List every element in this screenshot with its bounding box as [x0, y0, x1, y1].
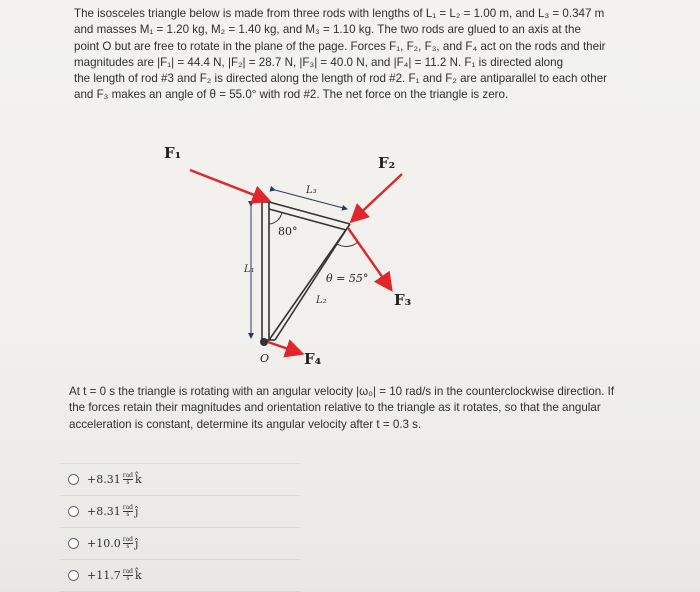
option-unit: $\frac{\text{rad}}{s}$	[122, 472, 134, 486]
question-line: At t = 0 s the triangle is rotating with an angular velocity |ω₀| = 10 rad/s in the counterclockwise direction. If	[69, 385, 615, 398]
option-direction: k̂	[135, 569, 142, 582]
problem-line: point O but are free to rotate in the plane of the page. Forces F₁, F₂, F₃, and F₄ act on the rods and their	[74, 39, 606, 53]
label-origin: O	[260, 352, 270, 365]
force-f1-arrow	[190, 170, 267, 200]
option-value: +8.31	[87, 505, 121, 518]
answer-option-3[interactable]	[60, 527, 300, 559]
label-f3: F₃	[394, 291, 412, 309]
label-l1: L₁	[244, 264, 255, 275]
answer-options	[60, 463, 300, 592]
pivot-point	[260, 338, 268, 346]
option-unit: $\frac{\text{rad}}{s}$	[122, 536, 134, 550]
problem-line: magnitudes are |F₁| = 44.4 N, |F₂| = 28.7 N, |F₃| = 40.0 N, and |F₄| = 11.2 N. F₁ is directed along	[74, 55, 564, 69]
triangle-diagram	[150, 140, 450, 372]
radio-button[interactable]	[68, 570, 79, 581]
label-l3: L₃	[306, 185, 317, 196]
question-line: acceleration is constant, determine its angular velocity after t = 0.3 s.	[69, 417, 422, 431]
option-unit: $\frac{\text{rad}}{s}$	[122, 568, 134, 582]
answer-option-1[interactable]	[60, 463, 300, 495]
problem-line: The isosceles triangle below is made from three rods with lengths of L₁ = L₂ = 1.00 m, and L₃ = 0.347 m	[74, 7, 605, 20]
answer-option-4[interactable]	[60, 559, 300, 592]
option-value: +10.0	[87, 537, 121, 550]
answer-option-2[interactable]	[60, 495, 300, 527]
theta-arc	[337, 242, 358, 246]
problem-line: and F₃ makes an angle of θ = 55.0° with rod #2. The net force on the triangle is zero.	[74, 88, 509, 102]
label-f2: F₂	[378, 154, 396, 172]
rod-1	[262, 202, 269, 340]
option-direction: ĵ	[135, 537, 139, 550]
question-line: the forces retain their magnitudes and orientation relative to the triangle as it rotates, so that the angular	[69, 401, 601, 415]
force-f2-arrow	[353, 174, 402, 220]
label-l2: L₂	[316, 295, 327, 306]
question-text	[69, 384, 629, 433]
radio-button[interactable]	[68, 538, 79, 549]
label-f1: F₁	[164, 144, 182, 162]
problem-line: and masses M₁ = 1.20 kg, M₂ = 1.40 kg, and M₃ = 1.10 kg. The two rods are glued to an axis at the	[74, 23, 581, 37]
option-direction: ĵ	[135, 505, 139, 518]
option-direction: k̂	[135, 473, 142, 486]
angle-80-arc	[269, 212, 282, 224]
problem-statement	[74, 6, 614, 104]
label-f4: F₄	[304, 350, 322, 368]
option-unit: $\frac{\text{rad}}{s}$	[122, 504, 134, 518]
label-theta: θ = 55°	[326, 272, 369, 285]
problem-line: the length of rod #3 and F₂ is directed along the length of rod #2. F₁ and F₂ are antiparallel to each other	[74, 72, 608, 86]
option-value: +8.31	[87, 473, 121, 486]
option-value: +11.7	[87, 569, 121, 582]
radio-button[interactable]	[68, 506, 79, 517]
radio-button[interactable]	[68, 474, 79, 485]
label-angle-80: 80°	[278, 225, 298, 238]
